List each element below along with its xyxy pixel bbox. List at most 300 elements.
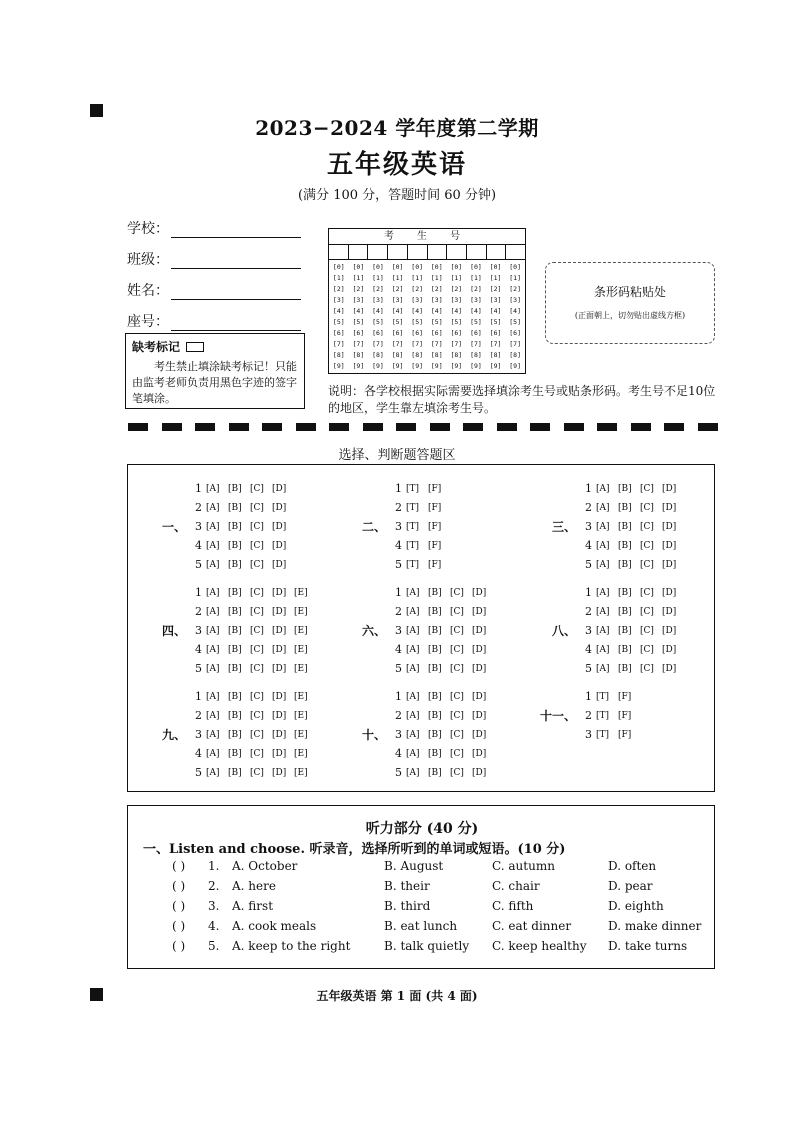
option-bubble[interactable]: [B] [228, 644, 242, 655]
option-bubble[interactable]: [C] [450, 663, 464, 674]
option-bubble[interactable]: [T] [406, 559, 420, 570]
option-bubble[interactable]: [D] [272, 606, 287, 617]
id-digit-bubble[interactable]: [4] [450, 307, 463, 315]
id-digit-bubble[interactable]: [6] [391, 329, 404, 337]
id-digit-bubble[interactable]: [1] [450, 274, 463, 282]
id-digit-bubble[interactable]: [6] [489, 329, 502, 337]
option-bubble[interactable]: [E] [294, 663, 308, 674]
option-bubble[interactable]: [T] [406, 483, 420, 494]
option-bubble[interactable]: [B] [618, 502, 632, 513]
option-bubble[interactable]: [D] [272, 559, 287, 570]
id-digit-bubble[interactable]: [4] [372, 307, 384, 315]
option-bubble[interactable]: [C] [250, 606, 264, 617]
option-bubble[interactable]: [B] [428, 606, 442, 617]
option-bubble[interactable]: [C] [250, 502, 264, 513]
id-digit-bubble[interactable]: [1] [411, 274, 424, 282]
id-digit-column[interactable] [427, 262, 447, 372]
option-bubble[interactable]: [B] [428, 767, 442, 778]
option-bubble[interactable]: [A] [206, 502, 220, 513]
option-bubble[interactable]: [F] [428, 559, 442, 570]
option-bubble[interactable]: [E] [294, 691, 308, 702]
id-digit-column[interactable] [505, 262, 525, 372]
option-bubble[interactable]: [C] [640, 502, 654, 513]
id-digit-bubble[interactable]: [8] [489, 351, 502, 359]
option-bubble[interactable]: [A] [596, 644, 610, 655]
option-bubble[interactable]: [B] [618, 644, 632, 655]
option-bubble[interactable]: [A] [596, 483, 610, 494]
option-bubble[interactable]: [A] [206, 587, 220, 598]
option-bubble[interactable]: [B] [228, 483, 242, 494]
id-digit-bubble[interactable]: [9] [489, 362, 502, 370]
id-digit-bubble[interactable]: [8] [372, 351, 384, 359]
answer-blank[interactable]: ( ) [172, 879, 186, 893]
id-digit-column[interactable] [486, 262, 506, 372]
id-digit-bubble[interactable]: [7] [489, 340, 502, 348]
id-digit-bubble[interactable]: [0] [372, 263, 384, 271]
option-bubble[interactable]: [C] [640, 663, 654, 674]
id-digit-bubble[interactable]: [6] [332, 329, 345, 337]
id-digit-bubble[interactable]: [1] [332, 274, 345, 282]
option-bubble[interactable]: [C] [640, 644, 654, 655]
option-bubble[interactable]: [C] [250, 521, 264, 532]
id-digit-bubble[interactable]: [4] [411, 307, 424, 315]
option-bubble[interactable]: [D] [272, 691, 287, 702]
option-bubble[interactable]: [F] [428, 502, 442, 513]
id-digit-bubble[interactable]: [4] [509, 307, 522, 315]
option-bubble[interactable]: [B] [228, 729, 242, 740]
id-digit-bubble[interactable]: [7] [372, 340, 384, 348]
id-digit-bubble[interactable]: [8] [352, 351, 365, 359]
option-bubble[interactable]: [A] [206, 644, 220, 655]
id-digit-column[interactable] [466, 262, 486, 372]
id-digit-bubble[interactable]: [7] [450, 340, 463, 348]
option-bubble[interactable]: [A] [206, 521, 220, 532]
option-bubble[interactable]: [C] [450, 644, 464, 655]
id-digit-bubble[interactable]: [3] [470, 296, 482, 304]
id-digit-bubble[interactable]: [8] [430, 351, 443, 359]
id-digit-bubble[interactable]: [3] [332, 296, 345, 304]
option-bubble[interactable]: [A] [206, 748, 220, 759]
option-bubble[interactable]: [A] [206, 729, 220, 740]
option-bubble[interactable]: [C] [450, 587, 464, 598]
option-bubble[interactable]: [F] [428, 521, 442, 532]
answer-blank[interactable]: ( ) [172, 899, 186, 913]
id-digit-bubble[interactable]: [6] [352, 329, 365, 337]
option-bubble[interactable]: [C] [250, 767, 264, 778]
id-digit-bubble[interactable]: [9] [470, 362, 482, 370]
option-bubble[interactable]: [D] [472, 587, 487, 598]
option-bubble[interactable]: [A] [406, 606, 420, 617]
option-bubble[interactable]: [A] [596, 559, 610, 570]
id-digit-column[interactable] [329, 262, 349, 372]
option-bubble[interactable]: [D] [662, 540, 677, 551]
option-bubble[interactable]: [A] [206, 483, 220, 494]
option-bubble[interactable]: [A] [206, 710, 220, 721]
id-digit-bubble[interactable]: [7] [470, 340, 482, 348]
id-digit-bubble[interactable]: [0] [391, 263, 404, 271]
id-digit-bubble[interactable]: [3] [489, 296, 502, 304]
id-digit-bubble[interactable]: [6] [470, 329, 482, 337]
id-digit-bubble[interactable]: [2] [372, 285, 384, 293]
option-bubble[interactable]: [D] [662, 559, 677, 570]
id-digit-bubble[interactable]: [7] [509, 340, 522, 348]
option-bubble[interactable]: [T] [596, 691, 610, 702]
school-field[interactable]: 学校： [127, 218, 301, 238]
id-digit-bubble[interactable]: [4] [391, 307, 404, 315]
option-bubble[interactable]: [C] [450, 710, 464, 721]
option-bubble[interactable]: [D] [662, 483, 677, 494]
id-digit-bubble[interactable]: [1] [470, 274, 482, 282]
option-bubble[interactable]: [B] [228, 625, 242, 636]
id-digit-bubble[interactable]: [8] [411, 351, 424, 359]
id-digit-bubble[interactable]: [0] [352, 263, 365, 271]
id-digit-bubble[interactable]: [4] [470, 307, 482, 315]
option-bubble[interactable]: [A] [406, 767, 420, 778]
question-number: 3 [585, 520, 592, 533]
answer-blank[interactable]: ( ) [172, 919, 186, 933]
id-digit-bubble[interactable]: [3] [509, 296, 522, 304]
option-bubble[interactable]: [D] [272, 521, 287, 532]
id-digit-bubble[interactable]: [0] [470, 263, 482, 271]
id-digit-bubble[interactable]: [9] [352, 362, 365, 370]
option-bubble[interactable]: [C] [640, 483, 654, 494]
question-number: 2 [195, 501, 202, 514]
id-digit-bubble[interactable]: [1] [489, 274, 502, 282]
option-bubble[interactable]: [A] [596, 540, 610, 551]
option-bubble[interactable]: [C] [250, 729, 264, 740]
option-bubble[interactable]: [D] [472, 767, 487, 778]
option-bubble[interactable]: [D] [272, 767, 287, 778]
id-digit-bubble[interactable]: [2] [430, 285, 443, 293]
option-bubble[interactable]: [A] [406, 691, 420, 702]
id-digit-bubble[interactable]: [9] [332, 362, 345, 370]
option-bubble[interactable]: [C] [450, 767, 464, 778]
id-digit-bubble[interactable]: [5] [489, 318, 502, 326]
option-bubble[interactable]: [B] [428, 729, 442, 740]
id-digit-bubble[interactable]: [2] [509, 285, 522, 293]
id-digit-bubble[interactable]: [5] [332, 318, 345, 326]
option-bubble[interactable]: [D] [472, 606, 487, 617]
option-bubble[interactable]: [T] [596, 729, 610, 740]
id-digit-bubble[interactable]: [5] [391, 318, 404, 326]
option-bubble[interactable]: [C] [640, 606, 654, 617]
id-digit-bubble[interactable]: [0] [489, 263, 502, 271]
option-bubble[interactable]: [B] [228, 767, 242, 778]
option-bubble[interactable]: [C] [640, 559, 654, 570]
option-bubble[interactable]: [A] [206, 767, 220, 778]
answer-row [356, 659, 494, 678]
option-bubble[interactable]: [D] [472, 748, 487, 759]
id-digit-bubble[interactable]: [0] [411, 263, 424, 271]
question-number: 3 [395, 728, 402, 741]
question-number: 2 [585, 501, 592, 514]
option-bubble[interactable]: [A] [596, 587, 610, 598]
id-digit-bubble[interactable]: [0] [430, 263, 443, 271]
id-digit-bubble[interactable]: [1] [391, 274, 404, 282]
id-digit-bubble[interactable]: [9] [509, 362, 522, 370]
option-bubble[interactable]: [D] [472, 625, 487, 636]
id-digit-bubble[interactable]: [6] [509, 329, 522, 337]
question-number: 3 [395, 624, 402, 637]
id-digit-bubble[interactable]: [8] [332, 351, 345, 359]
seat-field[interactable]: 座号： [127, 311, 301, 331]
option-bubble[interactable]: [B] [428, 625, 442, 636]
option-bubble[interactable]: [A] [406, 663, 420, 674]
id-digit-column[interactable] [407, 262, 427, 372]
name-field[interactable]: 姓名： [127, 280, 301, 300]
option-bubble[interactable]: [F] [618, 691, 632, 702]
option-bubble[interactable]: [A] [406, 587, 420, 598]
option-bubble[interactable]: [C] [450, 729, 464, 740]
option-bubble[interactable]: [B] [228, 559, 242, 570]
option-bubble[interactable]: [B] [428, 691, 442, 702]
answer-row [156, 725, 316, 744]
option-bubble[interactable]: [B] [618, 540, 632, 551]
answer-group [546, 583, 684, 678]
id-digit-bubble[interactable]: [2] [489, 285, 502, 293]
option-bubble[interactable]: [B] [428, 748, 442, 759]
option-bubble[interactable]: [D] [472, 644, 487, 655]
option-bubble[interactable]: [D] [272, 729, 287, 740]
option-bubble[interactable]: [D] [272, 710, 287, 721]
option-bubble[interactable]: [C] [250, 691, 264, 702]
option-bubble[interactable]: [F] [428, 540, 442, 551]
option-bubble[interactable]: [B] [228, 663, 242, 674]
option-bubble[interactable]: [C] [250, 559, 264, 570]
option-bubble[interactable]: [F] [428, 483, 442, 494]
option-bubble[interactable]: [B] [428, 663, 442, 674]
id-digit-bubble[interactable]: [8] [470, 351, 482, 359]
id-digit-bubble[interactable]: [3] [411, 296, 424, 304]
option-bubble[interactable]: [F] [618, 729, 632, 740]
id-digit-bubble[interactable]: [2] [450, 285, 463, 293]
option-bubble[interactable]: [D] [472, 729, 487, 740]
option-bubble[interactable]: [E] [294, 625, 308, 636]
id-digit-bubble[interactable]: [5] [430, 318, 443, 326]
option-bubble[interactable]: [E] [294, 606, 308, 617]
question-number: 1 [195, 586, 202, 599]
id-digit-bubble[interactable]: [7] [411, 340, 424, 348]
option-bubble[interactable]: [C] [450, 691, 464, 702]
id-digit-bubble[interactable]: [1] [509, 274, 522, 282]
answer-group [156, 583, 316, 678]
absent-checkbox[interactable] [186, 342, 204, 352]
option-bubble[interactable]: [A] [596, 606, 610, 617]
id-digit-bubble[interactable]: [2] [411, 285, 424, 293]
option-bubble[interactable]: [D] [662, 587, 677, 598]
id-digit-bubble[interactable]: [0] [509, 263, 522, 271]
option-bubble[interactable]: [D] [472, 663, 487, 674]
id-digit-bubble[interactable]: [2] [470, 285, 482, 293]
option-bubble[interactable]: [B] [228, 710, 242, 721]
answer-blank[interactable]: ( ) [172, 939, 186, 953]
option-bubble[interactable]: [F] [618, 710, 632, 721]
option-bubble[interactable]: [C] [250, 587, 264, 598]
id-digit-column[interactable] [349, 262, 369, 372]
option-bubble[interactable]: [C] [450, 748, 464, 759]
id-digit-bubble[interactable]: [1] [430, 274, 443, 282]
option-bubble[interactable]: [B] [428, 587, 442, 598]
option-bubble[interactable]: [C] [450, 606, 464, 617]
option-bubble[interactable]: [C] [250, 644, 264, 655]
id-digit-bubble[interactable]: [4] [430, 307, 443, 315]
option-bubble[interactable]: [A] [406, 625, 420, 636]
id-digit-bubble[interactable]: [2] [332, 285, 345, 293]
id-digit-bubble[interactable]: [8] [509, 351, 522, 359]
option-d: D. take turns [608, 939, 688, 953]
option-bubble[interactable]: [A] [406, 644, 420, 655]
id-digit-bubble[interactable]: [4] [352, 307, 365, 315]
id-digit-bubble[interactable]: [8] [450, 351, 463, 359]
id-digit-bubble[interactable]: [5] [470, 318, 482, 326]
option-bubble[interactable]: [D] [662, 644, 677, 655]
option-bubble[interactable]: [C] [450, 625, 464, 636]
option-bubble[interactable]: [A] [206, 663, 220, 674]
option-bubble[interactable]: [D] [272, 587, 287, 598]
option-bubble[interactable]: [A] [206, 625, 220, 636]
id-digit-bubble[interactable]: [5] [372, 318, 384, 326]
id-digit-bubble[interactable]: [6] [372, 329, 384, 337]
option-bubble[interactable]: [D] [662, 663, 677, 674]
id-digit-bubble[interactable]: [5] [450, 318, 463, 326]
option-bubble[interactable]: [A] [206, 559, 220, 570]
option-bubble[interactable]: [E] [294, 748, 308, 759]
option-bubble[interactable]: [B] [428, 710, 442, 721]
option-bubble[interactable]: [E] [294, 729, 308, 740]
option-bubble[interactable]: [B] [618, 483, 632, 494]
id-digit-bubble[interactable]: [0] [450, 263, 463, 271]
id-digit-bubble[interactable]: [5] [509, 318, 522, 326]
option-bubble[interactable]: [C] [640, 540, 654, 551]
class-field[interactable]: 班级： [127, 249, 301, 269]
option-bubble[interactable]: [D] [662, 606, 677, 617]
id-digit-bubble[interactable]: [7] [391, 340, 404, 348]
group-label: 一、 [161, 520, 186, 534]
option-bubble[interactable]: [C] [640, 521, 654, 532]
option-bubble[interactable]: [D] [472, 710, 487, 721]
id-digit-bubble[interactable]: [9] [411, 362, 424, 370]
id-digit-bubble[interactable]: [4] [332, 307, 345, 315]
option-bubble[interactable]: [A] [596, 625, 610, 636]
option-bubble[interactable]: [D] [272, 644, 287, 655]
option-bubble[interactable]: [D] [272, 483, 287, 494]
option-bubble[interactable]: [C] [250, 748, 264, 759]
option-bubble[interactable]: [T] [406, 540, 420, 551]
id-digit-bubble[interactable]: [2] [391, 285, 404, 293]
id-digit-bubble[interactable]: [3] [430, 296, 443, 304]
option-bubble[interactable]: [C] [250, 625, 264, 636]
id-digit-bubble[interactable]: [9] [372, 362, 384, 370]
option-bubble[interactable]: [A] [206, 606, 220, 617]
option-bubble[interactable]: [E] [294, 644, 308, 655]
option-bubble[interactable]: [D] [272, 663, 287, 674]
option-bubble[interactable]: [D] [272, 748, 287, 759]
id-digit-bubble[interactable]: [5] [352, 318, 365, 326]
option-bubble[interactable]: [A] [406, 748, 420, 759]
option-bubble[interactable]: [B] [428, 644, 442, 655]
question-number: 4 [195, 643, 202, 656]
option-bubble[interactable]: [B] [618, 606, 632, 617]
option-bubble[interactable]: [B] [618, 521, 632, 532]
option-bubble[interactable]: [T] [596, 710, 610, 721]
option-bubble[interactable]: [A] [596, 502, 610, 513]
option-bubble[interactable]: [B] [618, 587, 632, 598]
id-digit-bubble[interactable]: [3] [391, 296, 404, 304]
option-bubble[interactable]: [T] [406, 502, 420, 513]
option-bubble[interactable]: [C] [640, 587, 654, 598]
option-bubble[interactable]: [B] [228, 521, 242, 532]
id-digit-bubble[interactable]: [7] [332, 340, 345, 348]
id-digit-bubble[interactable]: [8] [391, 351, 404, 359]
id-digit-column[interactable] [368, 262, 388, 372]
option-bubble[interactable]: [T] [406, 521, 420, 532]
option-bubble[interactable]: [B] [228, 691, 242, 702]
option-bubble[interactable]: [C] [250, 540, 264, 551]
option-bubble[interactable]: [C] [250, 710, 264, 721]
option-bubble[interactable]: [B] [228, 540, 242, 551]
option-bubble[interactable]: [B] [618, 663, 632, 674]
id-digit-bubble[interactable]: [3] [352, 296, 365, 304]
option-bubble[interactable]: [C] [250, 483, 264, 494]
option-bubble[interactable]: [A] [596, 663, 610, 674]
id-digit-bubble[interactable]: [7] [352, 340, 365, 348]
answer-blank[interactable]: ( ) [172, 859, 186, 873]
id-digit-bubble[interactable]: [2] [352, 285, 365, 293]
option-bubble[interactable]: [A] [406, 729, 420, 740]
exam-id-grid[interactable]: 考 生 号 [0] [1] [2] [3] [4] [5] [6] [7] [8] [9] [0] [1] [2] [3] [4] [5] [6] [7] [8] [9] [0] [1] [2] [3] [4] [5] [6] [7] [8] [9] [0] [1] [2] [3] [4] [5] [6] [7] [8] [9] [0] [1] [2] [3] [4] [5] [6] [7] [8] [9] [0] [1] [2] [3] [4] [5] [6] [7] [8] [9] [0] [1] [2] [3] [4] [5] [6] [7] [8] [9] [0] [1] [2] [3] [4] [5] [6] [7] [8] [9] [0] [1] [2] [3] [4] [5] [6] [7] [8] [9] [0] [1] [2] [3] [4] [5] [6] [7] [8] [9] [328, 228, 526, 374]
option-bubble[interactable]: [B] [228, 748, 242, 759]
id-digit-column[interactable] [388, 262, 408, 372]
option-bubble[interactable]: [E] [294, 710, 308, 721]
option-bubble[interactable]: [B] [228, 606, 242, 617]
option-bubble[interactable]: [A] [596, 521, 610, 532]
option-bubble[interactable]: [D] [662, 502, 677, 513]
option-bubble[interactable]: [B] [618, 625, 632, 636]
id-digit-bubble[interactable]: [1] [352, 274, 365, 282]
id-digit-bubble[interactable]: [9] [430, 362, 443, 370]
id-digit-bubble[interactable]: [7] [430, 340, 443, 348]
id-digit-bubble[interactable]: [3] [450, 296, 463, 304]
id-digit-bubble[interactable]: [6] [411, 329, 424, 337]
option-bubble[interactable]: [D] [662, 625, 677, 636]
option-bubble[interactable]: [B] [618, 559, 632, 570]
option-bubble[interactable]: [E] [294, 767, 308, 778]
option-bubble[interactable]: [E] [294, 587, 308, 598]
id-digit-bubble[interactable]: [4] [489, 307, 502, 315]
option-bubble[interactable]: [B] [228, 502, 242, 513]
option-bubble[interactable]: [D] [272, 625, 287, 636]
option-bubble[interactable]: [A] [206, 540, 220, 551]
id-digit-bubble[interactable]: [0] [332, 263, 345, 271]
option-bubble[interactable]: [D] [272, 540, 287, 551]
option-bubble[interactable]: [A] [206, 691, 220, 702]
option-bubble[interactable]: [B] [228, 587, 242, 598]
option-bubble[interactable]: [C] [640, 625, 654, 636]
id-digit-bubble[interactable]: [5] [411, 318, 424, 326]
id-digit-column[interactable] [447, 262, 467, 372]
option-bubble[interactable]: [D] [662, 521, 677, 532]
id-digit-bubble[interactable]: [6] [430, 329, 443, 337]
option-bubble[interactable]: [A] [406, 710, 420, 721]
id-digit-bubble[interactable]: [6] [450, 329, 463, 337]
option-bubble[interactable]: [D] [272, 502, 287, 513]
option-bubble[interactable]: [D] [472, 691, 487, 702]
id-digit-bubble[interactable]: [9] [391, 362, 404, 370]
id-digit-bubble[interactable]: [3] [372, 296, 384, 304]
id-digit-bubble[interactable]: [1] [372, 274, 384, 282]
option-bubble[interactable]: [C] [250, 663, 264, 674]
id-digit-bubble[interactable]: [9] [450, 362, 463, 370]
